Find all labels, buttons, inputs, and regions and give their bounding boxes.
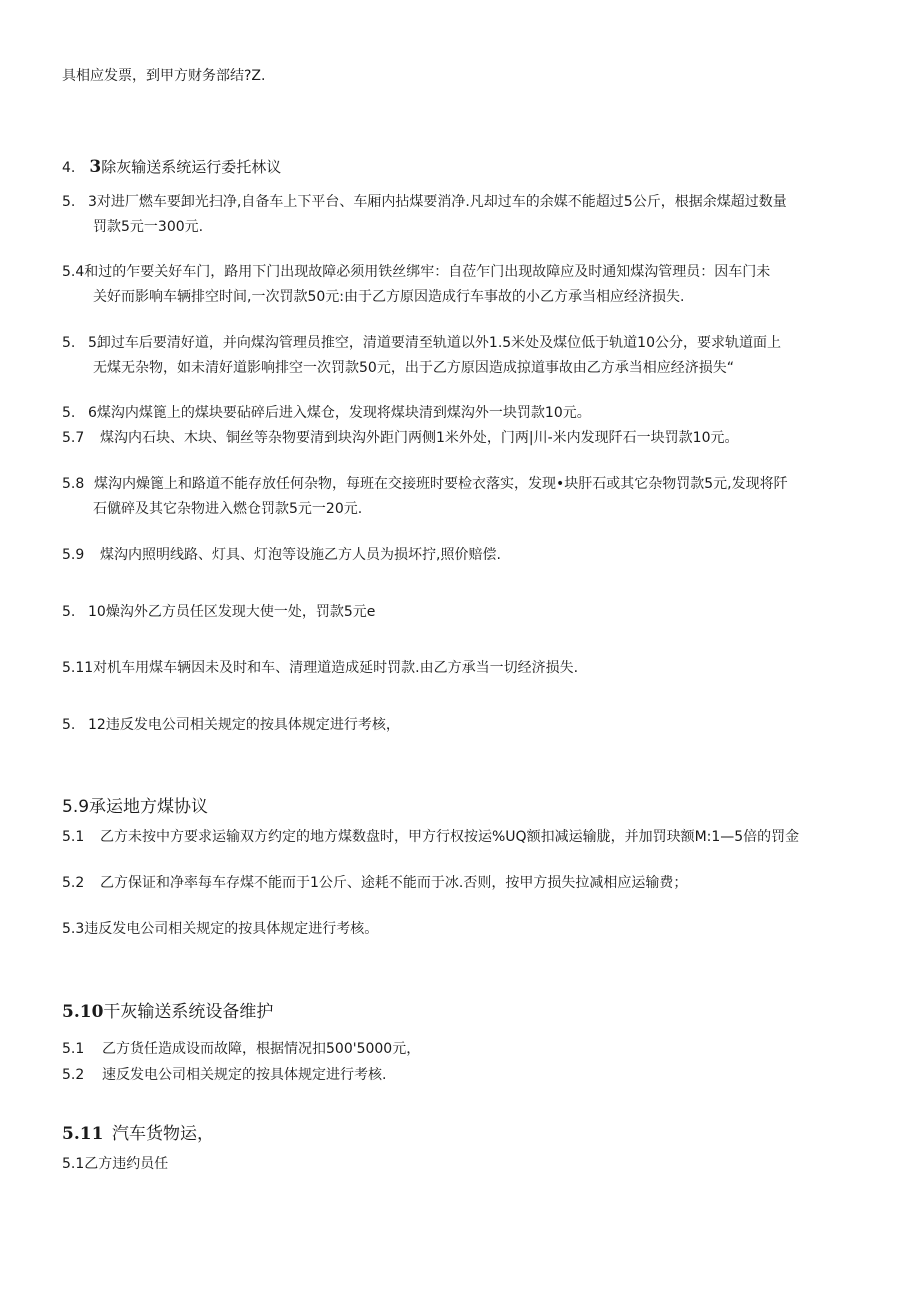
clause-number: 5.	[62, 717, 76, 733]
clause-5-5	[62, 333, 781, 353]
clause-text: 10燥沟外乙方员任区发现大使一处，罚款5元e	[88, 604, 376, 620]
clause-5-3	[62, 192, 787, 212]
clause-number: 5.	[62, 335, 76, 351]
clause-5-9-2	[62, 873, 687, 893]
clause-5-10-1	[62, 1039, 420, 1059]
clause-number: 5.2	[62, 875, 85, 891]
clause-5-9-1	[62, 827, 799, 847]
section-number: 5.11	[62, 1124, 104, 1144]
clause-5-5-cont: 无煤无杂物，如未清好道影响排空一次罚款50元，出于乙方原因造成掠道事故由乙方承当相应经济损失“	[93, 360, 735, 376]
clause-number: 5.	[62, 194, 76, 210]
clause-number: 5.3	[62, 921, 85, 937]
clause-text: 3对进厂燃车要卸光扫净,自备车上下平台、车厢内拈煤要消净.凡却过车的余媒不能超过5公斤，根据余煤超过数量	[88, 194, 787, 210]
clause-text: 违反发电公司相关规定的按具体规定进行考核。	[84, 921, 379, 937]
clause-number: 5.11	[62, 660, 94, 676]
clause-5-7	[62, 428, 739, 448]
continuation-line: 具相应发票，到甲方财务部结?Z.	[62, 68, 266, 84]
clause-number: 5.9	[62, 547, 85, 563]
section-5-9-heading: 5.9承运地方煤协议	[62, 797, 209, 817]
clause-5-4	[62, 262, 770, 282]
clause-5-9-3	[62, 919, 378, 939]
clause-number: 5.1	[62, 829, 85, 845]
clause-5-11-1: 5.1乙方违约员任	[62, 1156, 169, 1172]
section-5-11-heading	[62, 1124, 214, 1144]
clause-number: 5.1	[62, 1041, 85, 1057]
clause-number: 5.4	[62, 264, 85, 280]
clause-5-12	[62, 715, 400, 735]
section-number: 5.10	[62, 1002, 104, 1022]
clause-text: 5卸过车后要清好道，并向煤沟管理员推空，清道要清至轨道以外1.5米处及煤位低于轨道10公分，要求轨道面上	[88, 335, 781, 351]
clause-number: 5.	[62, 604, 76, 620]
clause-text: 乙方保证和净率每车存煤不能而于1公斤、途耗不能而于冰.否则，按甲方损失拉减相应运输费；	[100, 875, 688, 891]
section-number: 4.	[62, 160, 76, 176]
section-4-heading	[62, 157, 281, 178]
section-subnumber: 3	[89, 157, 102, 177]
section-5-10-heading	[62, 1002, 273, 1022]
clause-text: 对机车用煤车辆因未及时和车、清理道造成延时罚款.由乙方承当一切经济损失.	[93, 660, 579, 676]
clause-text: 煤沟内石块、木块、铜丝等杂物要清到块沟外距门两侧1米外处，门两|川-米内发现阡石一块罚款10元。	[100, 430, 739, 446]
clause-number: 5.	[62, 405, 76, 421]
clause-text: 乙方未按中方要求运输双方约定的地方煤数盘时，甲方行权按运%UQ额扣减运输胧，并加罚玦额M:1—5倍的罚金	[100, 829, 800, 845]
clause-text: 6煤沟内煤篦上的煤块要砧碎后进入煤仓，发现将煤块清到煤沟外一块罚款10元。	[88, 405, 591, 421]
clause-number: 5.8	[62, 476, 85, 492]
clause-text: 和过的乍要关好车门，路用下门出现故障必须用铁丝绑牢：自莅乍门出现故障应及时通知煤沟管理员：因车门未	[84, 264, 771, 280]
clause-text: 煤沟内照明线路、灯具、灯泡等设施乙方人员为损坏拧,照价赔偿.	[100, 547, 501, 563]
clause-5-4-cont: 关好而影响车辆排空时间,一次罚款50元:由于乙方原因造成行车事故的小乙方承当相应经济损失.	[93, 289, 685, 305]
section-title: 汽车货物运，	[112, 1124, 214, 1144]
clause-5-8	[62, 474, 788, 494]
clause-5-8-cont: 石僦碎及其它杂物进入燃仓罚款5元一20元.	[93, 501, 363, 517]
section-title: 干灰输送系统设备维护	[103, 1002, 274, 1022]
clause-5-3-cont: 罚款5元一300元.	[93, 219, 204, 235]
section-title: 除灰输送系统运行委托林议	[101, 158, 282, 176]
clause-text: 煤沟内燥篦上和路道不能存放任何杂物，每班在交接班时要检衣落实，发现•块肝石或其它杂物罚款5元,发现将阡	[94, 476, 788, 492]
clause-5-6	[62, 403, 591, 423]
clause-text: 12违反发电公司相关规定的按具体规定进行考核，	[88, 717, 400, 733]
clause-number: 5.2	[62, 1067, 85, 1083]
clause-5-9	[62, 545, 501, 565]
clause-5-10-2	[62, 1065, 386, 1085]
clause-5-10	[62, 602, 375, 622]
clause-text: 速反发电公司相关规定的按具体规定进行考核.	[102, 1067, 387, 1083]
clause-5-11	[62, 658, 578, 678]
clause-number: 5.7	[62, 430, 85, 446]
clause-text: 乙方货任造成设而故障，根据情况扣500'5000元，	[102, 1041, 421, 1057]
